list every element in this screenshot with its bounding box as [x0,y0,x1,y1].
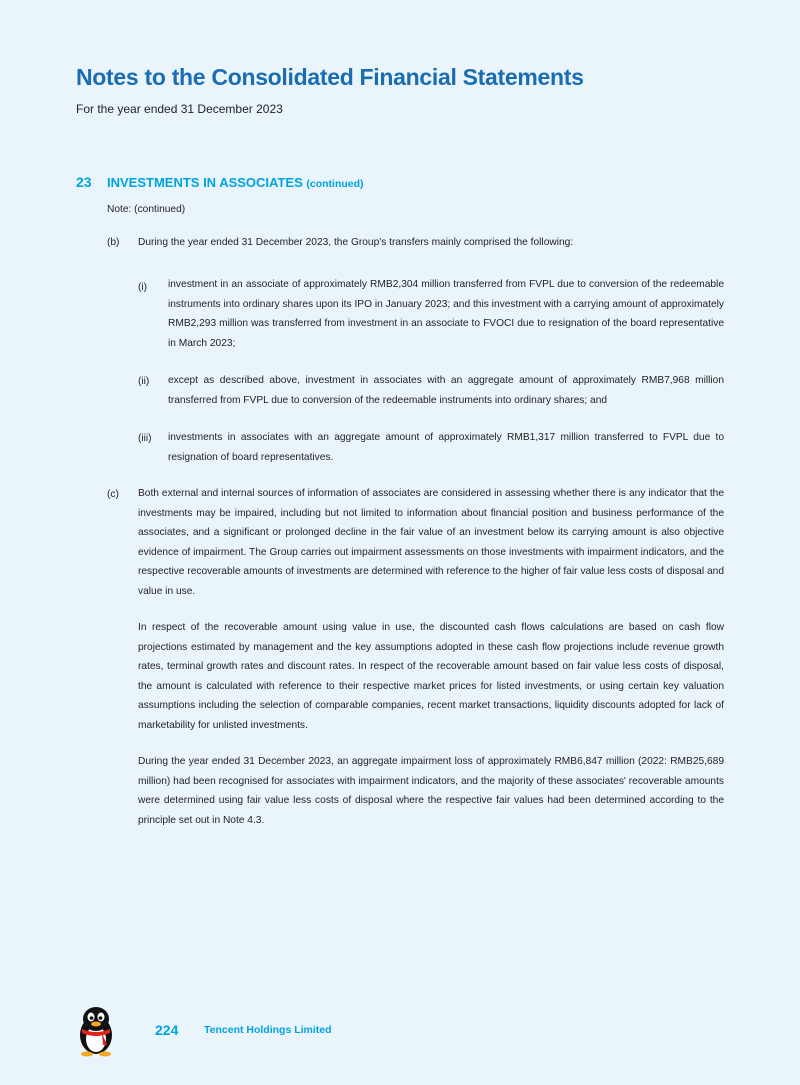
item-b-i-marker: (i) [138,282,148,293]
item-c-paragraph-2: In respect of the recoverable amount using value in use, the discounted cash flows calculations are based on cash flow projections estimated by management and the key assumptions adopted in these cash flow projections include revenue growth rates, terminal growth rates and discount rates. In respect of the recoverable amount based on fair value less costs of disposal, the amount is calculated with reference to their respective market prices for listed investments, or using certain key valuation assumptions including the selection of comparable companies, recent market transactions, liquidity discounts adopted for lack of marketability for unlisted investments. [138,622,724,731]
item-c-marker: (c) [107,489,119,500]
item-c-paragraph-3: During the year ended 31 December 2023, an aggregate impairment loss of approximately RMB6,847 million (2022: RMB25,689 million) had been recognised for associates with impairment indicators, and the majority of these associates' recoverable amounts were determined using fair value less costs of disposal where the respective fair values had been determined according to the principle set out in Note 4.3. [138,756,724,826]
penguin-mascot-icon [74,1005,118,1062]
item-b-ii-text: except as described above, investment in associates with an aggregate amount of approximately RMB7,968 million transferred from FVPL due to conversion of the redeemable instruments into ordinary shares; and [168,375,724,406]
section-continued: (continued) [306,178,364,190]
item-b-iii-marker: (iii) [138,433,152,444]
item-b-marker: (b) [107,237,120,248]
section-title: INVESTMENTS IN ASSOCIATES [107,175,303,190]
page-title: Notes to the Consolidated Financial Statements [76,64,584,90]
company-name: Tencent Holdings Limited [204,1024,332,1036]
page-subtitle: For the year ended 31 December 2023 [76,102,283,116]
item-c-paragraph-1: Both external and internal sources of information of associates are considered in assessing whether there is any indicator that the investments may be impaired, including but not limited to information about financial position and business performance of the associates, and a significant or prolonged decline in the fair value of an investment below its carrying amount is also objective evidence of impairment. The Group carries out impairment assessments on those investments with impairment indicators, and the respective recoverable amounts of investments are determined with reference to the higher of fair value less costs of disposal and value in use. [138,488,724,597]
item-b-ii-marker: (ii) [138,376,150,387]
section-heading [76,174,364,190]
page-number: 224 [155,1022,179,1038]
item-b-text: During the year ended 31 December 2023, the Group's transfers mainly comprised the following: [138,237,574,248]
section-number: 23 [76,174,92,190]
note-label: Note: (continued) [107,204,186,215]
item-b-iii-text: investments in associates with an aggregate amount of approximately RMB1,317 million transferred to FVPL due to resignation of board representatives. [168,432,724,463]
item-b-i-text: investment in an associate of approximately RMB2,304 million transferred from FVPL due to conversion of the redeemable instruments into ordinary shares upon its IPO in January 2023; and this investment with a carrying amount of approximately RMB2,293 million was transferred from investment in an associate to FVOCI due to resignation of the board representative in March 2023; [168,279,724,349]
